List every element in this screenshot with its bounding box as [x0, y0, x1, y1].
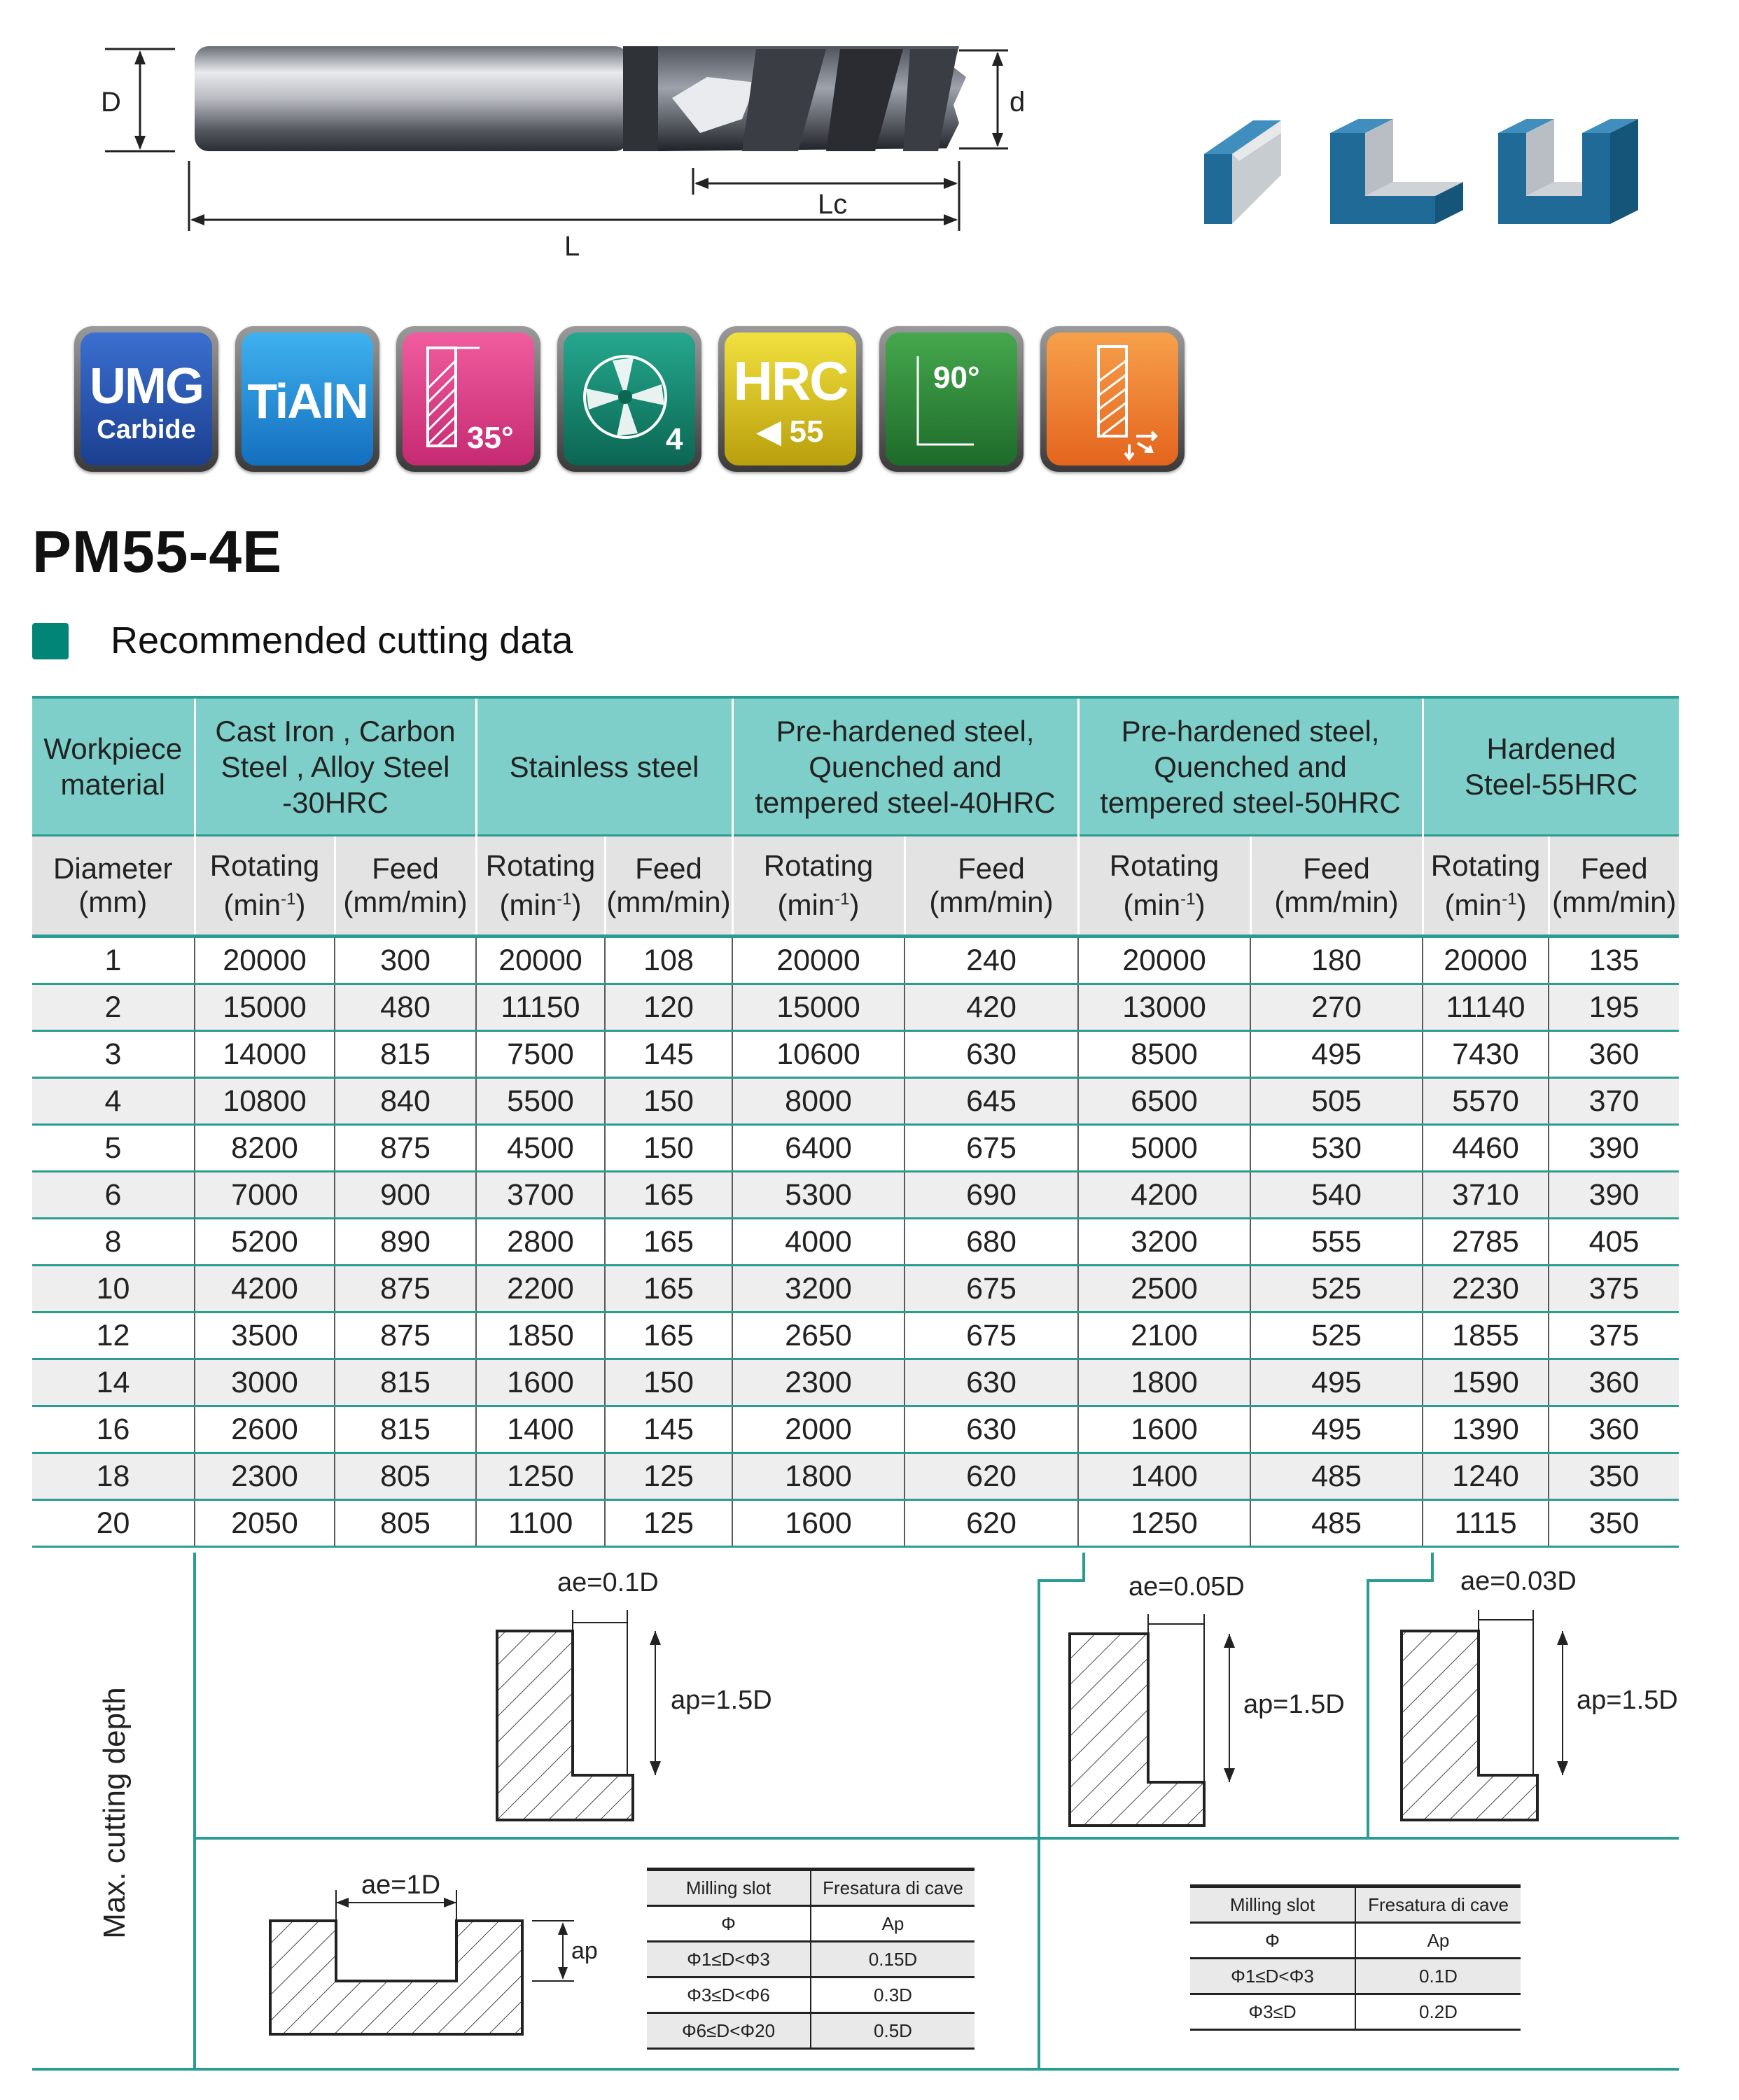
rotating-cell: 1100: [476, 1500, 605, 1547]
rotating-cell: 2100: [1078, 1312, 1250, 1359]
slot-table-cell: Φ1≤D<Φ3: [647, 1942, 811, 1977]
feed-cell: 390: [1549, 1125, 1679, 1172]
slot-table-cell: Ap: [1355, 1923, 1521, 1959]
feed-header: [1549, 836, 1679, 937]
rotating-cell: 1400: [476, 1406, 605, 1453]
slot-table-cell: Fresatura di cave: [811, 1870, 975, 1906]
rotating-cell: 7500: [476, 1031, 605, 1078]
rotating-cell: 11140: [1423, 984, 1549, 1031]
section-marker-icon: [32, 623, 69, 659]
slot-table-cell: 0.2D: [1355, 1994, 1521, 2030]
side-milling-icon: [1204, 120, 1281, 224]
badge-tialn-text: TiAlN: [247, 374, 368, 428]
rotating-cell: 11150: [476, 984, 605, 1031]
parameter-header-row: [32, 836, 1679, 937]
material-prehardened-40: Pre-hardened steel, Quenched and tempered steel-40HRC: [732, 697, 1078, 836]
slot-diagram: [270, 1890, 574, 2034]
feed-label: Feed: [635, 852, 702, 885]
rotating-cell: 20000: [1078, 937, 1250, 984]
badge-umg-text: UMG: [90, 358, 203, 414]
rotating-cell: 20000: [195, 937, 335, 984]
feed-cell: 360: [1549, 1406, 1679, 1453]
slot-depth-table-1: [647, 1868, 975, 2050]
slot-table-cell: Fresatura di cave: [1355, 1886, 1521, 1923]
feed-cell: 815: [335, 1359, 476, 1406]
feed-cell: 360: [1549, 1031, 1679, 1078]
section-title: Recommended cutting data: [111, 620, 573, 662]
rotating-cell: 2230: [1423, 1266, 1549, 1312]
feed-cell: 165: [605, 1312, 732, 1359]
feed-cell: 485: [1250, 1453, 1423, 1500]
tool-body: [195, 46, 966, 151]
rotating-cell: 15000: [732, 984, 905, 1031]
rotating-cell: 20000: [732, 937, 905, 984]
rotating-cell: 1600: [732, 1500, 905, 1547]
rotating-cell: 2000: [732, 1406, 905, 1453]
feed-cell: 540: [1250, 1172, 1423, 1219]
feed-cell: 125: [605, 1500, 732, 1547]
material-stainless: Stainless steel: [476, 697, 732, 836]
tialn-coating-badge: [235, 326, 379, 472]
feed-cell: 675: [905, 1312, 1078, 1359]
diameter-cell: 20: [32, 1500, 195, 1547]
feed-cell: 555: [1250, 1219, 1423, 1266]
slot-table-cell: Φ3≤D<Φ6: [647, 1977, 811, 2013]
hrc-hardness-badge: [718, 326, 862, 472]
table-row: [32, 984, 1679, 1031]
badge-hrc-value: ◀ 55: [757, 414, 824, 449]
diagram2-ap-label: ap=1.5D: [1243, 1690, 1345, 1719]
rotating-cell: 3200: [1078, 1219, 1250, 1266]
profile-diagram-2: [1070, 1614, 1235, 1826]
slot-table-cell: Ap: [811, 1906, 975, 1942]
rotating-unit: $(\min^{-1})$: [1444, 888, 1527, 921]
max-cutting-depth-label: Max. cutting depth: [97, 1687, 132, 1939]
feed-cell: 495: [1250, 1406, 1423, 1453]
rotating-cell: 6400: [732, 1125, 905, 1172]
rotating-label: Rotating: [485, 849, 596, 882]
rotating-cell: 1240: [1423, 1453, 1549, 1500]
feed-header: [905, 836, 1078, 937]
rotating-cell: 5500: [476, 1078, 605, 1125]
feed-cell: 525: [1250, 1266, 1423, 1312]
badge-angle-text: 90°: [933, 360, 980, 395]
shoulder-milling-icon: [1330, 119, 1463, 224]
feed-cell: 875: [335, 1125, 476, 1172]
diagram1-ap-label: ap=1.5D: [671, 1686, 772, 1715]
badge-hrc-text: HRC: [733, 350, 848, 412]
rotating-cell: 1250: [476, 1453, 605, 1500]
diagram1-ae-label: ae=0.1D: [557, 1568, 659, 1597]
feed-cell: 630: [905, 1359, 1078, 1406]
feed-cell: 645: [905, 1078, 1078, 1125]
feed-cell: 890: [335, 1219, 476, 1266]
slot-table-row: [647, 2013, 975, 2049]
umg-carbide-badge: [74, 326, 218, 472]
rotating-cell: 3000: [195, 1359, 335, 1406]
feed-cell: 675: [905, 1125, 1078, 1172]
slot-table-cell: 0.5D: [811, 2013, 975, 2049]
material-cast-iron: Cast Iron , Carbon Steel , Alloy Steel -30HRC: [195, 697, 476, 836]
table-row: [32, 1078, 1679, 1125]
material-prehardened-50: Pre-hardened steel, Quenched and tempered steel-50HRC: [1078, 697, 1423, 836]
diameter-cell: 18: [32, 1453, 195, 1500]
feed-cell: 530: [1250, 1125, 1423, 1172]
feed-cell: 145: [605, 1406, 732, 1453]
feed-cell: 675: [905, 1266, 1078, 1312]
profile-diagram-3: [1402, 1610, 1568, 1820]
rotating-cell: 2500: [1078, 1266, 1250, 1312]
feed-cell: 375: [1549, 1266, 1679, 1312]
feed-unit: (mm/min): [929, 886, 1054, 918]
end-mill-drawing: [0, 0, 1050, 280]
feed-unit: (mm/min): [343, 886, 468, 918]
feed-cell: 240: [905, 937, 1078, 984]
rotating-unit: $(\min^{-1})$: [499, 888, 582, 921]
product-title: PM55-4E: [32, 519, 283, 584]
diameter-cell: 2: [32, 984, 195, 1031]
rotating-cell: 2785: [1423, 1219, 1549, 1266]
workpiece-material-header: Workpiece material: [32, 697, 195, 836]
rotating-cell: 1600: [1078, 1406, 1250, 1453]
feed-cell: 505: [1250, 1078, 1423, 1125]
feed-cell: 815: [335, 1406, 476, 1453]
rotating-header: [1078, 836, 1250, 937]
feed-direction-icon: [1047, 332, 1178, 465]
slot-table-cell: 0.15D: [811, 1942, 975, 1977]
rotating-cell: 2300: [195, 1453, 335, 1500]
rotating-label: Rotating: [1430, 849, 1541, 882]
slot-table-row: [1190, 1959, 1521, 1994]
table-row: [32, 1406, 1679, 1453]
diameter-cell: 4: [32, 1078, 195, 1125]
rotating-cell: 1600: [476, 1359, 605, 1406]
diameter-cell: 14: [32, 1359, 195, 1406]
slot-table-cell: Φ3≤D: [1190, 1994, 1355, 2030]
slot-table-cell: Φ1≤D<Φ3: [1190, 1959, 1355, 1994]
helix-angle-badge: [396, 326, 540, 472]
rotating-cell: 3710: [1423, 1172, 1549, 1219]
feed-cell: 135: [1549, 937, 1679, 984]
table-row: [32, 1500, 1679, 1547]
rotating-cell: 5200: [195, 1219, 335, 1266]
feed-cell: 165: [605, 1172, 732, 1219]
rotating-cell: 2800: [476, 1219, 605, 1266]
table-row: [32, 1031, 1679, 1078]
rotating-cell: 15000: [195, 984, 335, 1031]
rotating-label: Rotating: [209, 849, 320, 882]
rotating-header: [195, 836, 335, 937]
rotating-cell: 1855: [1423, 1312, 1549, 1359]
table-row: [32, 1453, 1679, 1500]
diameter-cell: 3: [32, 1031, 195, 1078]
feed-cell: 525: [1250, 1312, 1423, 1359]
feed-header: [335, 836, 476, 937]
feed-cell: 495: [1250, 1031, 1423, 1078]
slot-table-row: [647, 1906, 975, 1942]
rotating-cell: 10800: [195, 1078, 335, 1125]
rotating-header: [1423, 836, 1549, 937]
feed-cell: 270: [1250, 984, 1423, 1031]
feed-unit: (mm/min): [1552, 886, 1677, 918]
rotating-header: [732, 836, 905, 937]
feed-cell: 900: [335, 1172, 476, 1219]
diameter-cell: 16: [32, 1406, 195, 1453]
rotating-unit: $(\min^{-1})$: [777, 888, 860, 921]
feed-unit: (mm/min): [1274, 886, 1399, 918]
feed-label: Feed: [1580, 852, 1648, 885]
rotating-cell: 5300: [732, 1172, 905, 1219]
feed-cell: 405: [1549, 1219, 1679, 1266]
feed-cell: 390: [1549, 1172, 1679, 1219]
dim-Lc-label: Lc: [818, 189, 848, 220]
rotating-cell: 2050: [195, 1500, 335, 1547]
rotating-cell: 10600: [732, 1031, 905, 1078]
slot-table-cell: Milling slot: [647, 1870, 811, 1906]
feed-cell: 495: [1250, 1359, 1423, 1406]
dim-d-label: d: [1010, 87, 1026, 118]
feed-cell: 630: [905, 1031, 1078, 1078]
rotating-cell: 8200: [195, 1125, 335, 1172]
diagram3-ap-label: ap=1.5D: [1577, 1686, 1678, 1715]
feed-cell: 680: [905, 1219, 1078, 1266]
feed-cell: 805: [335, 1453, 476, 1500]
rotating-header: [476, 836, 605, 937]
feed-cell: 350: [1549, 1500, 1679, 1547]
slot-depth-table-2: [1190, 1884, 1521, 2031]
rotating-cell: 6500: [1078, 1078, 1250, 1125]
feed-cell: 165: [605, 1266, 732, 1312]
rotating-cell: 14000: [195, 1031, 335, 1078]
cutting-data-table: [32, 696, 1679, 1548]
feed-cell: 630: [905, 1406, 1078, 1453]
rotating-cell: 2300: [732, 1359, 905, 1406]
material-hardened-55: Hardened Steel-55HRC: [1423, 697, 1679, 836]
rotating-cell: 13000: [1078, 984, 1250, 1031]
right-angle-icon: [886, 332, 1017, 465]
rotating-cell: 3200: [732, 1266, 905, 1312]
diameter-cell: 8: [32, 1219, 195, 1266]
rotating-cell: 3500: [195, 1312, 335, 1359]
feed-cell: 145: [605, 1031, 732, 1078]
rotating-cell: 5570: [1423, 1078, 1549, 1125]
rotating-label: Rotating: [1109, 849, 1220, 882]
diameter-cell: 12: [32, 1312, 195, 1359]
rotating-cell: 1800: [732, 1453, 905, 1500]
diagram2-ae-label: ae=0.05D: [1129, 1572, 1245, 1602]
diameter-header: Diameter (mm): [32, 836, 195, 937]
feed-cell: 180: [1250, 937, 1423, 984]
rotating-unit: $(\min^{-1})$: [223, 888, 306, 921]
feed-cell: 620: [905, 1500, 1078, 1547]
feed-cell: 150: [605, 1359, 732, 1406]
table-row: [32, 937, 1679, 984]
feed-cell: 165: [605, 1219, 732, 1266]
rotating-cell: 2600: [195, 1406, 335, 1453]
flute-count-badge: [557, 326, 701, 472]
rotating-cell: 20000: [476, 937, 605, 984]
feed-label: Feed: [1303, 852, 1370, 885]
application-icons: [1190, 112, 1680, 231]
rotating-unit: $(\min^{-1})$: [1123, 888, 1206, 921]
rotating-cell: 5000: [1078, 1125, 1250, 1172]
dim-D-label: D: [101, 87, 121, 118]
rotating-cell: 2200: [476, 1266, 605, 1312]
feed-cell: 375: [1549, 1312, 1679, 1359]
feed-cell: 360: [1549, 1359, 1679, 1406]
badge-flutes-text: 4: [666, 422, 683, 456]
slot-table-row: [1190, 1994, 1521, 2030]
material-header-row: [32, 697, 1679, 836]
rotating-cell: 1250: [1078, 1500, 1250, 1547]
badge-helix-text: 35°: [467, 421, 514, 455]
rotating-cell: 1400: [1078, 1453, 1250, 1500]
slot-table-row: [1190, 1886, 1521, 1923]
feed-cell: 485: [1250, 1500, 1423, 1547]
slot-milling-icon: [1498, 119, 1638, 224]
feed-label: Feed: [372, 852, 439, 885]
rotating-cell: 2650: [732, 1312, 905, 1359]
feed-cell: 108: [605, 937, 732, 984]
table-row: [32, 1172, 1679, 1219]
diameter-cell: 10: [32, 1266, 195, 1312]
rotating-cell: 8500: [1078, 1031, 1250, 1078]
rotating-label: Rotating: [763, 849, 874, 882]
feed-header: [1250, 836, 1423, 937]
slot-ae-label: ae=1D: [361, 1870, 441, 1900]
feed-cell: 840: [335, 1078, 476, 1125]
table-row: [32, 1312, 1679, 1359]
slot-table-cell: Φ6≤D<Φ20: [647, 2013, 811, 2049]
slot-table-row: [647, 1870, 975, 1906]
feed-cell: 150: [605, 1125, 732, 1172]
slot-table-cell: Φ: [1190, 1923, 1355, 1959]
feed-label: Feed: [958, 852, 1025, 885]
feed-cell: 420: [905, 984, 1078, 1031]
feed-cell: 350: [1549, 1453, 1679, 1500]
rotating-cell: 7430: [1423, 1031, 1549, 1078]
feed-cell: 690: [905, 1172, 1078, 1219]
feed-unit: (mm/min): [606, 886, 731, 918]
rotating-cell: 4500: [476, 1125, 605, 1172]
slot-table-cell: Milling slot: [1190, 1886, 1355, 1923]
feed-cell: 875: [335, 1312, 476, 1359]
diameter-cell: 1: [32, 937, 195, 984]
rotating-cell: 20000: [1423, 937, 1549, 984]
rotating-cell: 3700: [476, 1172, 605, 1219]
slot-table-row: [1190, 1923, 1521, 1959]
feed-cell: 480: [335, 984, 476, 1031]
badge-carbide-text: Carbide: [97, 415, 196, 444]
rotating-cell: 7000: [195, 1172, 335, 1219]
feed-cell: 300: [335, 937, 476, 984]
table-row: [32, 1219, 1679, 1266]
feed-cell: 815: [335, 1031, 476, 1078]
slot-table-row: [647, 1977, 975, 2013]
profile-diagram-1: [497, 1610, 661, 1820]
diameter-cell: 6: [32, 1172, 195, 1219]
rotating-cell: 1800: [1078, 1359, 1250, 1406]
slot-table-row: [647, 1942, 975, 1977]
feed-cell: 195: [1549, 984, 1679, 1031]
slot-table-cell: Φ: [647, 1906, 811, 1942]
rotating-cell: 8000: [732, 1078, 905, 1125]
feed-cell: 875: [335, 1266, 476, 1312]
slot-table-cell: 0.3D: [811, 1977, 975, 2013]
feed-cell: 120: [605, 984, 732, 1031]
feed-cell: 150: [605, 1078, 732, 1125]
dim-L-label: L: [564, 231, 580, 262]
angle-badge: [879, 326, 1024, 472]
feed-cell: 125: [605, 1453, 732, 1500]
table-row: [32, 1359, 1679, 1406]
slot-ap-label: ap: [571, 1938, 598, 1964]
rotating-cell: 1850: [476, 1312, 605, 1359]
feed-header: [605, 836, 732, 937]
table-row: [32, 1125, 1679, 1172]
rotating-cell: 1590: [1423, 1359, 1549, 1406]
rotating-cell: 4200: [1078, 1172, 1250, 1219]
slot-table-cell: 0.1D: [1355, 1959, 1521, 1994]
rotating-cell: 1115: [1423, 1500, 1549, 1547]
feed-cell: 370: [1549, 1078, 1679, 1125]
diameter-cell: 5: [32, 1125, 195, 1172]
feed-cell: 805: [335, 1500, 476, 1547]
diagram3-ae-label: ae=0.03D: [1460, 1567, 1577, 1596]
feed-cell: 620: [905, 1453, 1078, 1500]
rotating-cell: 4460: [1423, 1125, 1549, 1172]
table-row: [32, 1266, 1679, 1312]
rotating-cell: 4200: [195, 1266, 335, 1312]
feed-direction-badge: [1040, 326, 1185, 472]
rotating-cell: 4000: [732, 1219, 905, 1266]
rotating-cell: 1390: [1423, 1406, 1549, 1453]
